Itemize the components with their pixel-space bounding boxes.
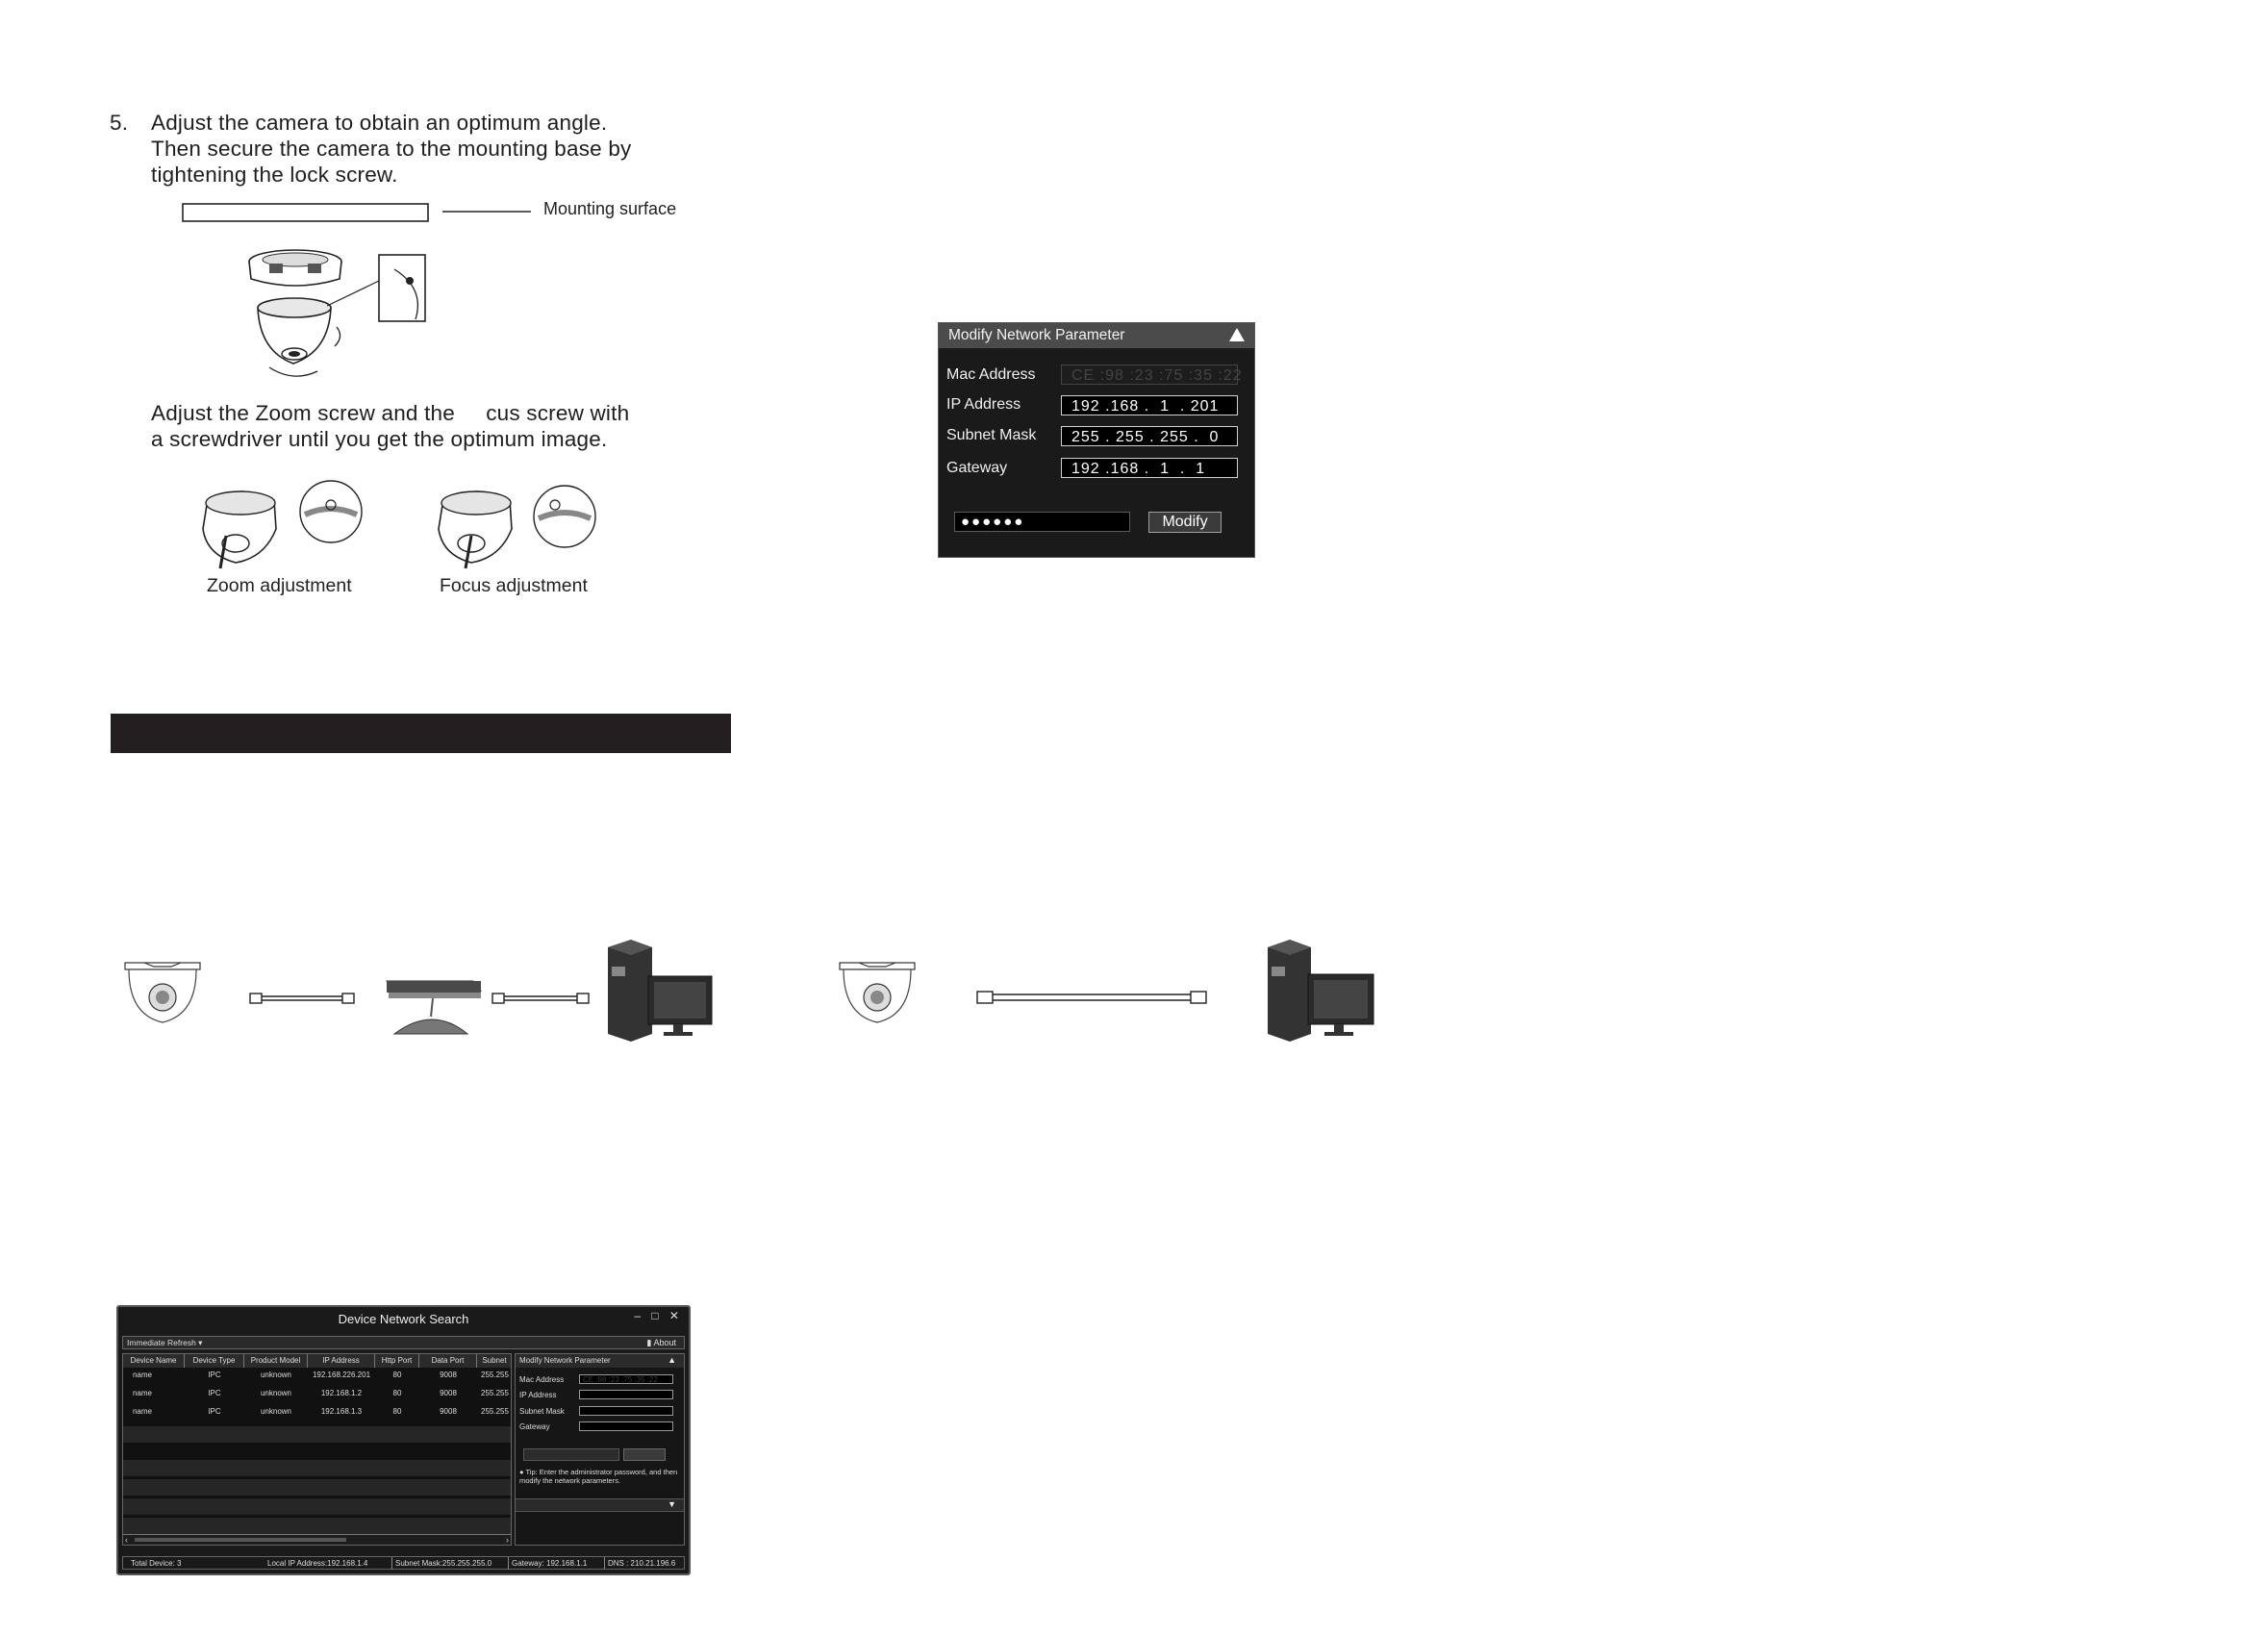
local-gateway: Gateway: 192.168.1.1 xyxy=(508,1557,587,1570)
computer-icon xyxy=(1268,940,1373,1042)
empty-row xyxy=(123,1479,511,1496)
direct-connection-diagram xyxy=(830,938,1378,1044)
mac-address-field: CE :98 :23 :75 :35 :22 xyxy=(1061,365,1238,385)
about-button[interactable] xyxy=(647,1337,677,1349)
step-5-line: Then secure the camera to the mounting base by xyxy=(151,137,632,161)
section-header-bar xyxy=(111,714,731,753)
step-5-line: Adjust the camera to obtain an optimum angle. xyxy=(151,111,608,135)
scroll-right-icon[interactable]: › xyxy=(506,1535,509,1545)
cell: IPC xyxy=(208,1389,221,1397)
subnet-mask-label: Subnet Mask xyxy=(519,1407,565,1416)
adjust-line: a screwdriver until you get the optimum image. xyxy=(151,427,608,451)
cell: 80 xyxy=(392,1407,402,1416)
focus-caption: Focus adjustment xyxy=(440,575,588,596)
mac-address-label: Mac Address xyxy=(946,366,1036,383)
cell: 9008 xyxy=(440,1371,457,1379)
cell: 192.168.1.2 xyxy=(320,1389,363,1397)
cell: unknown xyxy=(260,1371,292,1379)
cell: 192.168.226.201 xyxy=(312,1371,371,1379)
collapse-arrow-icon[interactable] xyxy=(1229,328,1245,341)
device-table xyxy=(122,1353,512,1546)
subnet-mask-field[interactable] xyxy=(579,1406,673,1416)
ip-address-label: IP Address xyxy=(946,396,1021,413)
modify-network-panel xyxy=(515,1353,685,1546)
modify-button[interactable]: Modify xyxy=(1148,512,1222,533)
expand-arrow-icon[interactable]: ▼ xyxy=(668,1499,676,1509)
adjust-line: Adjust the Zoom screw and the cus screw with xyxy=(151,401,630,425)
column-header[interactable]: Device Type xyxy=(185,1354,244,1368)
table-row[interactable] xyxy=(123,1406,511,1423)
cell: 9008 xyxy=(440,1389,457,1397)
empty-row xyxy=(123,1460,511,1476)
cell: 80 xyxy=(392,1389,402,1397)
local-dns: DNS : 210.21.196.6 xyxy=(604,1557,675,1570)
step-number: 5. xyxy=(110,111,129,135)
zoom-caption: Zoom adjustment xyxy=(207,575,352,596)
cell: name xyxy=(132,1407,152,1416)
local-ip: Local IP Address:192.168.1.4 xyxy=(267,1559,368,1568)
window-controls[interactable]: – □ ✕ xyxy=(634,1309,683,1322)
cell: name xyxy=(132,1389,152,1397)
password-field[interactable] xyxy=(523,1448,619,1461)
empty-row xyxy=(123,1518,511,1534)
empty-row xyxy=(123,1498,511,1515)
computer-icon xyxy=(608,940,712,1042)
cell: 192.168.1.3 xyxy=(320,1407,363,1416)
password-field[interactable]: ●●●●●● xyxy=(954,512,1130,532)
modify-network-dialog xyxy=(938,322,1255,558)
scroll-left-icon[interactable]: ‹ xyxy=(125,1535,128,1545)
mac-address-field: CE :98 :23 :75 :35 :22 xyxy=(579,1374,673,1384)
modify-button[interactable] xyxy=(623,1448,666,1461)
ethernet-cable-icon xyxy=(250,994,354,1003)
table-row[interactable] xyxy=(123,1370,511,1387)
subnet-mask-field[interactable]: 255 . 255 . 255 . 0 xyxy=(1061,426,1238,446)
adjust-instructions xyxy=(151,400,747,452)
panel-title: Modify Network Parameter xyxy=(516,1354,684,1368)
collapse-arrow-icon[interactable]: ▲ xyxy=(668,1355,676,1365)
ethernet-cable-icon xyxy=(977,992,1206,1003)
mounting-illustration xyxy=(173,192,693,394)
info-dot-icon: ● xyxy=(519,1468,526,1476)
cell: 80 xyxy=(392,1371,402,1379)
focus-illustration xyxy=(439,486,595,568)
scroll-thumb[interactable] xyxy=(135,1538,346,1542)
panel-expander[interactable] xyxy=(516,1498,684,1512)
step-5-instructions xyxy=(151,110,747,188)
gateway-label: Gateway xyxy=(946,460,1008,476)
column-header[interactable]: Http Port xyxy=(375,1354,419,1368)
cell: 9008 xyxy=(440,1407,457,1416)
window-title: Device Network Search xyxy=(338,1312,469,1326)
cell: unknown xyxy=(260,1407,292,1416)
cell: IPC xyxy=(208,1371,221,1379)
column-header[interactable]: IP Address xyxy=(308,1354,375,1368)
gateway-field[interactable] xyxy=(579,1421,673,1431)
gateway-label: Gateway xyxy=(519,1422,550,1431)
tip-label: Tip: Enter the administrator password, and then modify the network parameters. xyxy=(519,1468,678,1485)
column-header[interactable]: Device Name xyxy=(123,1354,185,1368)
empty-row xyxy=(123,1426,511,1443)
mounting-surface-label: Mounting surface xyxy=(543,199,677,218)
subnet-mask-label: Subnet Mask xyxy=(946,427,1037,443)
total-devices: Total Device: 3 xyxy=(131,1559,182,1568)
adjustment-illustrations xyxy=(197,476,620,570)
ethernet-cable-icon xyxy=(492,994,589,1003)
status-bar xyxy=(122,1556,685,1570)
step-5-line: tightening the lock screw. xyxy=(151,163,398,187)
router-connection-diagram xyxy=(115,938,731,1044)
mac-address-label: Mac Address xyxy=(519,1375,565,1384)
cell: 255.255 xyxy=(481,1407,509,1416)
cell: 255.255 xyxy=(481,1371,509,1379)
local-subnet: Subnet Mask:255.255.255.0 xyxy=(391,1557,491,1570)
cell: unknown xyxy=(260,1389,292,1397)
cell: 255.255 xyxy=(481,1389,509,1397)
about-label: About xyxy=(653,1338,676,1347)
toolbar xyxy=(122,1336,685,1349)
camera-icon xyxy=(125,963,200,1022)
camera-icon xyxy=(840,963,915,1022)
column-header[interactable]: Product Model xyxy=(244,1354,308,1368)
tip-text xyxy=(519,1468,683,1485)
router-icon xyxy=(387,981,481,1034)
column-header[interactable]: Subnet xyxy=(477,1354,512,1368)
ip-address-field[interactable]: 192 .168 . 1 . 201 xyxy=(1061,395,1238,415)
ip-address-label: IP Address xyxy=(519,1391,557,1399)
cell: name xyxy=(132,1371,152,1379)
table-row[interactable] xyxy=(123,1388,511,1405)
ip-address-field[interactable] xyxy=(579,1390,673,1399)
zoom-illustration xyxy=(203,481,362,568)
info-icon: ▮ xyxy=(646,1338,654,1347)
gateway-field[interactable]: 192 .168 . 1 . 1 xyxy=(1061,458,1238,478)
horizontal-scrollbar[interactable] xyxy=(123,1534,511,1545)
device-network-search-window xyxy=(116,1305,691,1575)
dialog-title: Modify Network Parameter xyxy=(939,323,1254,348)
cell: IPC xyxy=(208,1407,221,1416)
immediate-refresh-dropdown[interactable]: Immediate Refresh ▾ xyxy=(127,1338,203,1347)
column-header[interactable]: Data Port xyxy=(419,1354,477,1368)
